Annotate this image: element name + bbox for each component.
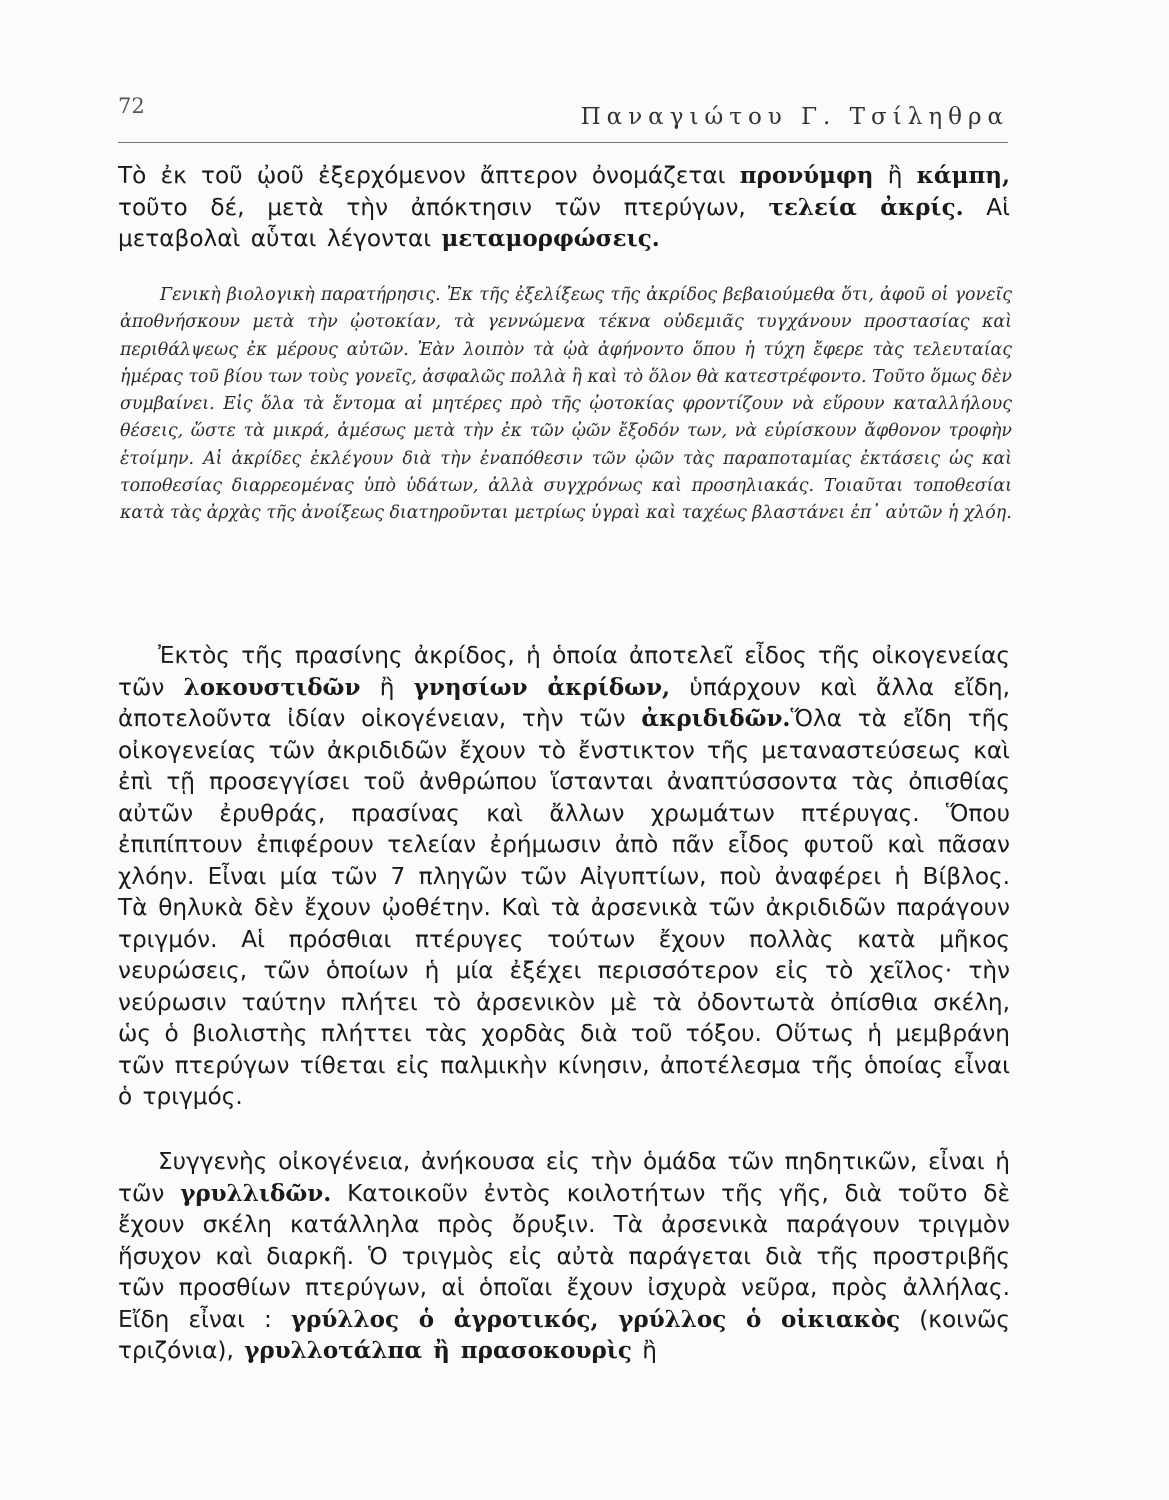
paragraph-metamorphosis xyxy=(118,160,1010,255)
term-gryllos-species: γρύλλος ὁ ἀγροτικός, γρύλλος ὁ οἰκιακὸς xyxy=(290,1305,901,1333)
text-run: Κατοικοῦν ἐντὸς κοιλοτήτων τῆς γῆς, διὰ τοῦτο δὲ ἔχουν σκέλη κατάλληλα πρὸς ὄρυξιν. Τὰ ἀρσενικὰ παράγουν τριγμὸν ἥσυχον καὶ διαρκῆ. Ὁ τριγμὸς εἰς αὐτὰ παράγεται διὰ τῆς προστριβῆς τῶν προσθίων πτερύγων, αἱ ὁποῖαι ἔχουν ἰσχυρὰ νεῦρα, πρὸς ἀλλήλας. Εἴδη εἶναι : xyxy=(118,1179,1010,1333)
text-run: Αἱ μεταβολαὶ αὗται λέγονται xyxy=(118,193,1010,252)
term-gryllidon: γρυλλιδῶν. xyxy=(180,1179,332,1207)
paragraph-gryllidai xyxy=(118,1146,1010,1367)
page-number: 72 xyxy=(118,94,145,118)
text-run: ἢ xyxy=(360,673,414,701)
term-teleia-akris: τελεία ἀκρίς. xyxy=(768,193,964,221)
biological-note xyxy=(120,282,1012,528)
term-akrididon: ἀκριδιδῶν. xyxy=(641,705,791,732)
paragraph-akrididai xyxy=(118,640,1010,1113)
text-run: ἢ xyxy=(631,1337,657,1364)
note-text: Ἐκ τῆς ἐξελίξεως τῆς ἀκρίδος βεβαιούμεθα ὅτι, ἀφοῦ οἱ γονεῖς ἀποθνήσκουν μετὰ τὴν ᾠοτοκίαν, τὰ γεννώμενα τέκνα οὐδεμιᾶς τυγχάνουν προστασίας καὶ περιθάλψεως ἐκ μέρους αὐτῶν. Ἐὰν λοιπὸν τὰ ᾠὰ ἀφήνοντο ὅπου ἡ τύχη ἔφερε τὰς τελευταίας ἡμέρας τοῦ βίου των τοὺς γονεῖς, ἀσφαλῶς πολλὰ ἢ καὶ τὸ ὅλον θὰ κατεστρέφοντο. Τοῦτο ὅμως δὲν συμβαίνει. Εἰς ὅλα τὰ ἔντομα αἱ μητέρες πρὸ τῆς ᾠοτοκίας φροντίζουν νὰ εὕρουν καταλλήλους θέσεις, ὥστε τὰ μικρά, ἀμέσως μετὰ τὴν ἐκ τῶν ᾠῶν ἔξοδόν των, νὰ εὑρίσκουν ἄφθονον τροφὴν ἑτοίμην. Αἱ ἀκρίδες ἐκλέγουν διὰ τὴν ἐναπόθεσιν τῶν ᾠῶν τὰς παραποταμίας ἐκτάσεις ὡς καὶ τοποθεσίας διαρρεομένας ὑπὸ ὑδάτων, ἀλλὰ συγχρόνως καὶ προσηλιακάς. Τοιαῦται τοποθεσίαι κατὰ τὰς ἀρχὰς τῆς ἀνοίξεως διατηροῦνται μετρίως ὑγραὶ καὶ ταχέως βλαστάνει ἐπ᾽ αὐτῶν ἡ χλόη. xyxy=(120,285,1012,524)
text-run: Ἐκτὸς τῆς πρασίνης ἀκρίδος, ἡ ὁποία ἀποτελεῖ εἶδος τῆς οἰκογενείας τῶν xyxy=(118,642,1010,701)
term-metamorfoseis: μεταμορφώσεις. xyxy=(441,225,660,252)
text-run: τοῦτο δέ, μετὰ τὴν ἀπόκτησιν τῶν πτερύγων, xyxy=(118,193,746,221)
running-head: Παναγιώτου Γ. Τσίληθρα xyxy=(580,104,1009,130)
text-run: ὑπάρχουν καὶ ἄλλα εἴδη, ἀποτελοῦντα ἰδίαν οἰκογένειαν, τὴν τῶν xyxy=(118,673,1010,732)
text-run: (κοινῶς τριζόνια), xyxy=(118,1305,1010,1364)
term-lokoustidon: λοκουστιδῶν xyxy=(183,673,361,701)
text-run: ἢ xyxy=(873,162,917,189)
header-rule xyxy=(118,142,1008,143)
note-title: Γενικὴ βιολογικὴ παρατήρησις. xyxy=(160,285,441,305)
term-gnision-akridon: γνησίων ἀκρίδων, xyxy=(413,673,671,701)
term-gryllotalpa: γρυλλοτάλπα ἢ πρασοκουρὶς xyxy=(244,1337,632,1364)
text-run: Τὸ ἐκ τοῦ ᾠοῦ ἐξερχόμενον ἄπτερον ὀνομάζεται xyxy=(118,162,726,189)
text-run: Ὅλα τὰ εἴδη τῆς οἰκογενείας τῶν ἀκριδιδῶν ἔχουν τὸ ἔνστικτον τῆς μεταναστεύσεως καὶ ἐπὶ τῇ προσεγγίσει τοῦ ἀνθρώπου ἵστανται ἀναπτύσσοντα τὰς ὀπισθίας αὐτῶν ἐρυθράς, πρασίνας καὶ ἄλλων χρωμάτων πτέρυγας. Ὅπου ἐπιπίπτουν ἐπιφέρουν τελείαν ἐρήμωσιν ἀπὸ πᾶν εἶδος φυτοῦ καὶ πᾶσαν χλόην. Εἶναι μία τῶν 7 πληγῶν τῶν Αἰγυπτίων, ποὺ ἀναφέρει ἡ Βίβλος. Τὰ θηλυκὰ δὲν ἔχουν ᾠοθέτην. Καὶ τὰ ἀρσενικὰ τῶν ἀκριδιδῶν παράγουν τριγμόν. Αἱ πρόσθιαι πτέρυγες τούτων ἔχουν πολλὰς κατὰ μῆκος νευρώσεις, τῶν ὁποίων ἡ μία ἐξέχει περισσότερον εἰς τὸ χεῖλος· τὴν νεύρωσιν ταύτην πλήτει τὸ ἀρσενικὸν μὲ τὰ ὀδοντωτὰ ὀπίσθια σκέλη, ὡς ὁ βιολιστὴς πλήττει τὰς χορδὰς διὰ τοῦ τόξου. Οὕτως ἡ μεμβράνη τῶν πτερύγων τίθεται εἰς παλμικὴν κίνησιν, ἀποτέλεσμα τῆς ὁποίας εἶναι ὁ τριγμός. xyxy=(118,705,1010,1110)
term-pronymfi: προνύμφη xyxy=(739,162,874,189)
text-run: Συγγενὴς οἰκογένεια, ἀνήκουσα εἰς τὴν ὁμάδα τῶν πηδητικῶν, εἶναι ἡ τῶν xyxy=(118,1148,1010,1207)
term-kampi: κάμπη, xyxy=(916,162,1011,189)
